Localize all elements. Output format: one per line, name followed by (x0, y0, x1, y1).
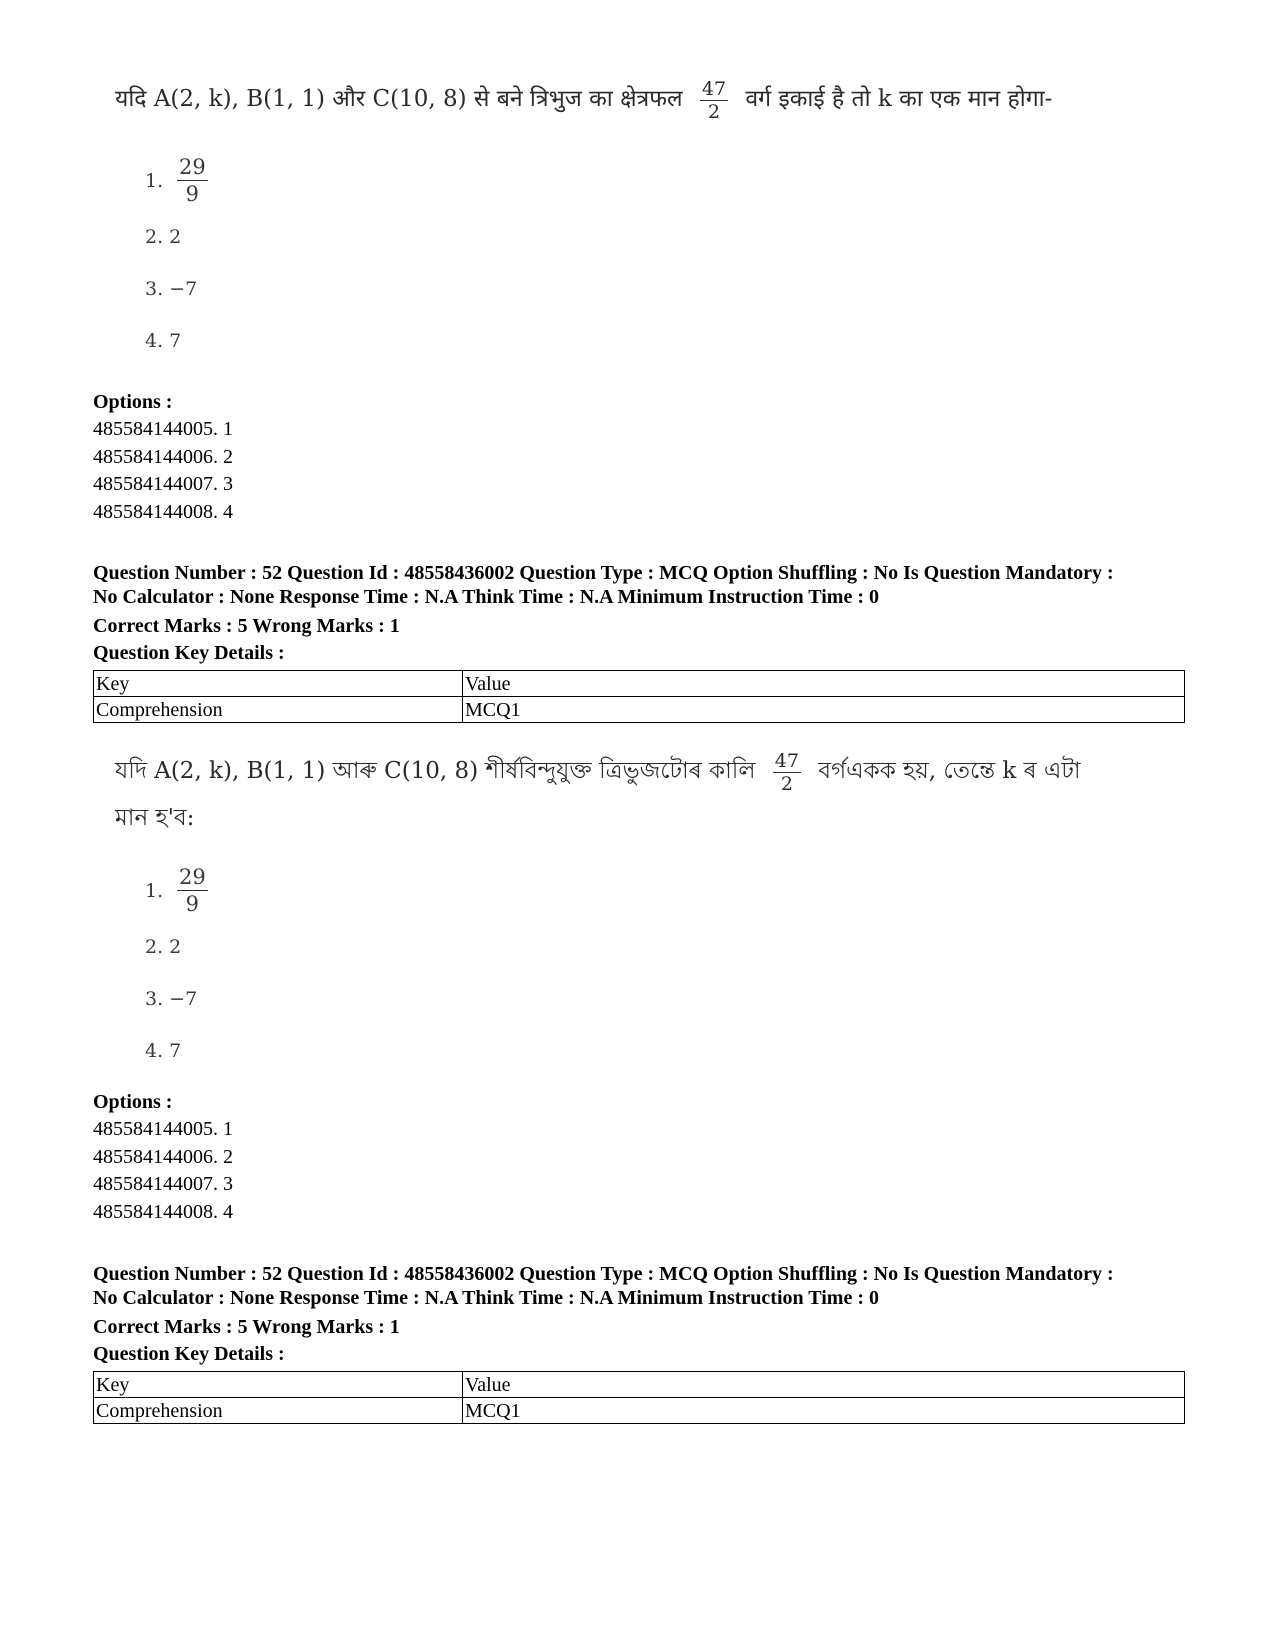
key-details-table (93, 1371, 1185, 1424)
option-item: 485584144008. 4 (93, 1200, 233, 1223)
fraction (700, 78, 728, 123)
table-cell-key: Comprehension (94, 1398, 463, 1424)
fraction (177, 154, 208, 207)
fraction (177, 864, 208, 917)
option-item: 485584144006. 2 (93, 1145, 233, 1168)
table-header-value: Value (463, 1372, 1185, 1398)
table-cell-key: Comprehension (94, 697, 463, 723)
option-item: 485584144005. 1 (93, 1118, 233, 1140)
stem-text: यदि A(2, k), B(1, 1) और C(10, 8) से बने त्रिभुज का क्षेत्रफल (115, 86, 683, 112)
table-row (94, 671, 1185, 697)
question-image-assamese (115, 748, 1115, 1077)
marks-line: Correct Marks : 5 Wrong Marks : 1 (93, 615, 400, 637)
fraction-denominator: 2 (707, 100, 721, 123)
choice-2: 2. 2 (145, 935, 182, 958)
choice-3: 3. −7 (145, 987, 198, 1010)
table-row (94, 1372, 1185, 1398)
options-block (93, 389, 1185, 526)
option-item: 485584144007. 3 (93, 473, 233, 495)
question-meta (93, 562, 1185, 667)
option-item: 485584144007. 3 (93, 1173, 233, 1195)
options-block (93, 1089, 1185, 1226)
fraction-denominator: 9 (185, 182, 200, 206)
choice-1 (145, 861, 1115, 921)
table-header-key: Key (94, 671, 463, 697)
question-image-hindi (115, 76, 1155, 367)
fraction-numerator: 29 (179, 155, 206, 179)
choice-list (145, 151, 1155, 367)
table-row (94, 697, 1185, 723)
fraction-numerator: 47 (774, 749, 799, 772)
table-cell-value: MCQ1 (463, 1398, 1185, 1424)
choice-2: 2. 2 (145, 225, 182, 248)
options-label: Options : (93, 391, 173, 413)
table-header-key: Key (94, 1372, 463, 1398)
fraction-denominator: 9 (185, 892, 200, 916)
fraction-numerator: 47 (701, 77, 727, 100)
choice-1 (145, 151, 1155, 211)
table-header-value: Value (463, 671, 1185, 697)
question-stem (115, 748, 1115, 841)
choice-number: 1. (145, 169, 164, 192)
fraction (773, 750, 801, 795)
fraction-denominator: 2 (780, 772, 793, 795)
table-cell-value: MCQ1 (463, 697, 1185, 723)
question-stem (115, 76, 1155, 123)
key-details-label: Question Key Details : (93, 642, 285, 664)
key-details-table (93, 670, 1185, 723)
choice-4: 4. 7 (145, 1039, 182, 1062)
stem-text: वर्ग इकाई है तो k का एक मान होगा- (745, 86, 1053, 112)
question-meta (93, 1263, 1185, 1368)
question-meta-line: No Calculator : None Response Time : N.A Think Time : N.A Minimum Instruction Time : 0 (93, 585, 879, 608)
key-details-label: Question Key Details : (93, 1343, 285, 1365)
option-item: 485584144006. 2 (93, 445, 233, 468)
stem-text: যদি A(2, k), B(1, 1) আৰু C(10, 8) শীৰ্ষবিন্দুযুক্ত ত্ৰিভুজটোৰ কালি (115, 758, 756, 784)
choice-4: 4. 7 (145, 329, 182, 352)
question-meta-line: No Calculator : None Response Time : N.A Think Time : N.A Minimum Instruction Time : 0 (93, 1286, 879, 1309)
marks-line: Correct Marks : 5 Wrong Marks : 1 (93, 1316, 400, 1338)
choice-3: 3. −7 (145, 277, 198, 300)
table-row (94, 1398, 1185, 1424)
options-label: Options : (93, 1091, 173, 1113)
fraction-numerator: 29 (179, 865, 206, 889)
question-meta-line: Question Number : 52 Question Id : 48558436002 Question Type : MCQ Option Shuffling : No Is Question Mandatory : (93, 562, 1114, 584)
choice-list (145, 861, 1115, 1077)
choice-number: 1. (145, 879, 164, 902)
stem-text: বৰ্গএকক হয়, তেন্তে k ৰ এটা মান হ'ব: (115, 758, 1081, 831)
option-item: 485584144005. 1 (93, 418, 233, 440)
question-meta-line: Question Number : 52 Question Id : 48558436002 Question Type : MCQ Option Shuffling : No Is Question Mandatory : (93, 1263, 1114, 1285)
option-item: 485584144008. 4 (93, 500, 233, 523)
